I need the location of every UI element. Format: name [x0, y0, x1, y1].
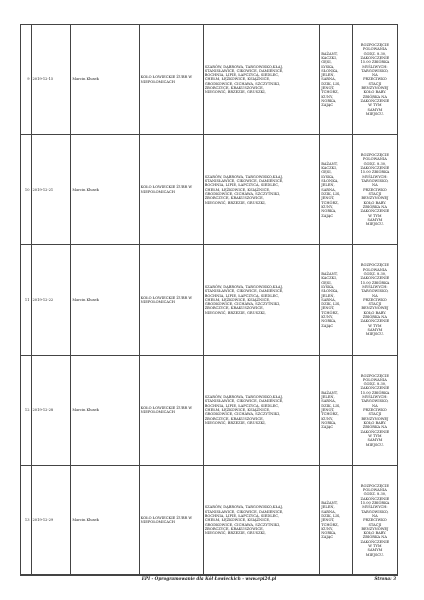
- hunt-details-line: POLOWANIA: [362, 267, 387, 272]
- hunt-details-line: POLOWANIA: [362, 377, 387, 382]
- game-species-line: SARNA,: [321, 77, 336, 82]
- hunt-details-line: ZBIÓRKA NA: [362, 94, 388, 99]
- game-species-line: JELEŃ,: [321, 73, 335, 78]
- hunt-details-line: PRZECIWKO: [363, 77, 387, 82]
- hunt-details: [352, 25, 397, 135]
- hunt-details-line: ZAKOŃCZENIE: [360, 386, 390, 391]
- hunt-details-line: BENZYNOWEJ: [361, 416, 389, 421]
- hunt-area: [203, 245, 320, 355]
- game-species-line: SARNA,: [321, 509, 336, 514]
- hunt-area-line: SZARÓW, DĄBROWA, TARGOWISKO,KŁAJ,: [204, 64, 283, 69]
- hunt-details-line: MIEJSCU.: [365, 332, 384, 337]
- hunt-area-line: GRODKOWICE, CICHAWA, SZCZYTNIKI,: [204, 302, 281, 307]
- hunt-details-line: ZBIÓRKA NA: [362, 425, 388, 430]
- hunt-details-line: ZAKOŃCZENIE: [360, 429, 390, 434]
- hunt-area-line: SZARÓW, DĄBROWA, TARGOWISKO,KŁAJ,: [204, 505, 283, 510]
- hunt-date: 2019-12-21: [31, 135, 71, 245]
- row-number: 13: [21, 465, 32, 575]
- game-species-line: TCHÓRZ,: [321, 90, 339, 95]
- hunt-details-line: MYŚLIWYCH:: [362, 284, 388, 289]
- hunt-area-line: STANISŁAWICE, CIKOWICE, DAMIENICE,: [204, 68, 284, 73]
- hunt-details-line: BENZYNOWEJ: [361, 196, 389, 201]
- game-species-line: DZIK, LIS,: [321, 81, 341, 86]
- game-species-line: ŁYSKA,: [321, 174, 335, 179]
- hunt-details-line: TARGOWISKO,: [361, 179, 389, 183]
- hunt-details-line: KOŁO BABY.: [363, 90, 387, 95]
- game-species-line: SŁONKA,: [321, 289, 339, 294]
- hunt-area-line: ZBORCZYCE, KRAKUSZOWICE,: [204, 526, 264, 531]
- game-species-line: JENOT,: [321, 518, 335, 523]
- hunt-details-line: TARGOWISKO,: [361, 509, 389, 514]
- hunt-area-line: NIEGOWIĆ, BRZEZIE, GRUSZKI,: [204, 420, 266, 425]
- hunt-details-line: NA: [372, 403, 378, 408]
- hunt-details-line: 15.00 ZBIÓRKA: [360, 280, 390, 285]
- hunt-area-line: NIEGOWIĆ, BRZEZIE, GRUSZKI,: [204, 90, 266, 95]
- hunt-details-line: 15.00 ZBIÓRKA: [360, 500, 390, 505]
- hunt-details: [352, 245, 397, 355]
- game-species-line: JELEŃ,: [321, 293, 335, 298]
- footer-divider: [20, 574, 398, 575]
- hunt-area-line: CHEŁM, ŁĘŻKOWICE, KSIĄŻNICE,: [204, 408, 271, 412]
- hunt-area-line: STANISŁAWICE, CIKOWICE, DAMIENICE,: [204, 509, 284, 514]
- table-row: [21, 25, 398, 135]
- hunt-details-line: ROZPOCZĘCIE: [360, 153, 389, 158]
- hunt-area-line: STANISŁAWICE, CIKOWICE, DAMIENICE,: [204, 289, 284, 294]
- hunt-details-line: 15.00 ZBIÓRKA: [360, 60, 390, 65]
- hunt-details-line: BENZYNOWEJ: [361, 86, 389, 91]
- hunt-details-line: SAMYM: [367, 217, 383, 222]
- hunt-details-line: GODZ. 8.30,: [363, 382, 387, 387]
- hunt-details-line: STACJI: [368, 522, 382, 527]
- game-species: [320, 355, 353, 465]
- hunter-name: Marcin Kłusek: [71, 25, 139, 135]
- table-row: [21, 355, 398, 465]
- game-species-line: GĘSI,: [321, 280, 332, 285]
- game-species-line: GĘSI,: [321, 170, 332, 175]
- hunt-details-line: KOŁO BABY.: [363, 531, 387, 536]
- hunt-details-line: W TYM: [368, 323, 382, 328]
- hunting-club: KOŁO ŁOWIECKIE ŻUBR W NIEPOŁOMICACH: [139, 245, 203, 355]
- game-species-line: SARNA,: [321, 399, 336, 404]
- hunt-details-line: KOŁO BABY.: [363, 310, 387, 315]
- hunt-area-line: BOCHNIA, LIPIE, ŁAPCZYCA, SIEDLEC,: [204, 293, 279, 298]
- hunt-details-line: POLOWANIA: [362, 488, 387, 493]
- hunt-details-line: W TYM: [368, 433, 382, 438]
- hunt-details-line: ZAKOŃCZENIE: [360, 319, 390, 324]
- game-species-line: ZAJĄC: [321, 535, 334, 540]
- game-species-line: ZAJĄC: [321, 425, 334, 430]
- hunt-area: [203, 135, 320, 245]
- hunt-details-line: PRZECIWKO: [363, 297, 387, 302]
- row-number: 9: [21, 25, 32, 135]
- hunt-area-line: GRODKOWICE, CICHAWA, SZCZYTNIKI,: [204, 191, 281, 196]
- hunt-details-line: 15.00 ZBIÓRKA: [360, 170, 390, 175]
- table-row: [21, 135, 398, 245]
- footer-text: EPI - Oprogramowanie dla Kół Łowieckich - www.epi24.pl: [141, 576, 277, 581]
- game-species-line: ZAJĄC: [321, 213, 334, 218]
- hunt-details-line: NA: [372, 293, 378, 298]
- hunt-details-line: ROZPOCZĘCIE: [360, 42, 389, 47]
- hunt-details-line: 15.00 ZBIÓRKA: [360, 390, 390, 395]
- hunter-name: Marcin Kłusek: [71, 135, 139, 245]
- hunt-details-line: ZAKOŃCZENIE: [360, 539, 390, 544]
- hunt-details-line: GODZ. 8.30,: [363, 492, 387, 497]
- hunt-details-line: MYŚLIWYCH:: [362, 64, 388, 69]
- hunt-details-line: NA: [372, 513, 378, 518]
- hunt-details: [352, 465, 397, 575]
- hunt-details-line: MYŚLIWYCH:: [362, 174, 388, 179]
- hunt-area-line: ZBORCZYCE, KRAKUSZOWICE,: [204, 86, 264, 91]
- hunt-details-line: ROZPOCZĘCIE: [360, 373, 389, 378]
- hunt-details-line: KOŁO BABY.: [363, 200, 387, 205]
- game-species-line: KUNY,: [321, 315, 334, 320]
- game-species: [320, 135, 353, 245]
- page-number: Strona: 3: [374, 576, 396, 581]
- game-species-line: JENOT,: [321, 86, 335, 91]
- hunt-area-line: CHEŁM, ŁĘŻKOWICE, KSIĄŻNICE,: [204, 187, 271, 192]
- hunt-details-line: ZAKOŃCZENIE: [360, 99, 390, 103]
- game-species-line: BAŻANT,: [321, 500, 338, 505]
- game-species-line: NORKA,: [321, 531, 337, 536]
- hunt-details-line: ZAKOŃCZENIE: [360, 166, 390, 171]
- hunt-details-line: TARGOWISKO,: [361, 68, 389, 73]
- hunt-date: 2019-12-29: [31, 465, 71, 575]
- game-species-line: KUNY,: [321, 526, 334, 531]
- hunt-details-line: W TYM: [368, 544, 382, 549]
- hunt-area-line: ZBORCZYCE, KRAKUSZOWICE,: [204, 416, 264, 421]
- game-species-line: SARNA,: [321, 187, 336, 192]
- game-species-line: TCHÓRZ,: [321, 522, 339, 527]
- game-species-line: KUNY,: [321, 416, 334, 421]
- game-species-line: JENOT,: [321, 408, 335, 412]
- game-species-line: JENOT,: [321, 196, 335, 201]
- hunt-date: 2019-12-22: [31, 245, 71, 355]
- hunt-details-line: TARGOWISKO,: [361, 399, 389, 404]
- hunter-name: Marcin Kłusek: [71, 245, 139, 355]
- hunt-area-line: ZBORCZYCE, KRAKUSZOWICE,: [204, 196, 264, 201]
- table-row: [21, 245, 398, 355]
- hunt-details-line: MIEJSCU.: [365, 111, 384, 116]
- hunt-area-line: BOCHNIA, LIPIE, ŁAPCZYCA, SIEDLEC,: [204, 73, 279, 78]
- hunt-details-line: NA: [372, 183, 378, 188]
- row-number: 10: [21, 135, 32, 245]
- hunt-details-line: ZAKOŃCZENIE: [360, 209, 390, 214]
- game-species-line: KACZKI,: [321, 55, 337, 60]
- hunt-details-line: GODZ. 8.30,: [363, 51, 387, 56]
- hunt-area-line: CHEŁM, ŁĘŻKOWICE, KSIĄŻNICE,: [204, 518, 271, 523]
- hunt-details-line: W TYM: [368, 213, 382, 218]
- hunt-date: 2019-12-15: [31, 25, 71, 135]
- game-species-line: ZAJĄC: [321, 323, 334, 328]
- hunt-area: [203, 355, 320, 465]
- hunt-details-line: NA: [372, 73, 378, 78]
- hunt-area-line: CHEŁM, ŁĘŻKOWICE, KSIĄŻNICE,: [204, 77, 271, 82]
- hunter-name: Marcin Kłusek: [71, 355, 139, 465]
- game-species-line: ŁYSKA,: [321, 284, 335, 289]
- hunt-area-line: GRODKOWICE, CICHAWA, SZCZYTNIKI,: [204, 81, 281, 86]
- game-species-line: BAŻANT,: [321, 390, 338, 395]
- game-species-line: DZIK, LIS,: [321, 513, 341, 518]
- hunt-area-line: NIEGOWIĆ, BRZEZIE, GRUSZKI,: [204, 531, 266, 536]
- hunt-details: [352, 355, 397, 465]
- game-species-line: SŁONKA,: [321, 68, 339, 73]
- game-species-line: KUNY,: [321, 204, 334, 209]
- hunt-details-line: BENZYNOWEJ: [361, 526, 389, 531]
- hunt-details-line: TARGOWISKO,: [361, 289, 389, 294]
- hunt-details-line: MIEJSCU.: [365, 552, 384, 557]
- hunt-schedule-table: [20, 24, 398, 576]
- game-species-line: JENOT,: [321, 306, 335, 311]
- hunt-details-line: ZAKOŃCZENIE: [360, 276, 390, 281]
- hunt-area-line: SZARÓW, DĄBROWA, TARGOWISKO,KŁAJ,: [204, 395, 283, 400]
- hunt-details-line: MIEJSCU.: [365, 222, 384, 227]
- hunt-details-line: STACJI: [368, 302, 382, 307]
- hunt-details-line: W TYM: [368, 103, 382, 108]
- hunt-area-line: SZARÓW, DĄBROWA, TARGOWISKO,KŁAJ,: [204, 174, 283, 179]
- game-species-line: KACZKI,: [321, 166, 337, 171]
- hunting-club: KOŁO ŁOWIECKIE ŻUBR W NIEPOŁOMICACH: [139, 355, 203, 465]
- hunt-area-line: SZARÓW, DĄBROWA, TARGOWISKO,KŁAJ,: [204, 284, 283, 289]
- hunt-details-line: PRZECIWKO: [363, 408, 387, 412]
- game-species-line: NORKA,: [321, 319, 337, 324]
- hunt-details-line: STACJI: [368, 81, 382, 86]
- game-species-line: TCHÓRZ,: [321, 310, 339, 315]
- hunt-details-line: SAMYM: [367, 107, 383, 112]
- row-number: 11: [21, 245, 32, 355]
- game-species-line: NORKA,: [321, 420, 337, 425]
- hunt-area-line: STANISŁAWICE, CIKOWICE, DAMIENICE,: [204, 399, 284, 404]
- table-row: [21, 465, 398, 575]
- game-species-line: JELEŃ,: [321, 395, 335, 400]
- game-species-line: BAŻANT,: [321, 161, 338, 166]
- hunt-details-line: MIEJSCU.: [365, 442, 384, 447]
- hunter-name: Marcin Kłusek: [71, 465, 139, 575]
- game-species: [320, 25, 353, 135]
- hunt-details-line: PRZECIWKO: [363, 187, 387, 192]
- game-species-line: JELEŃ,: [321, 183, 335, 188]
- row-number: 12: [21, 355, 32, 465]
- hunt-details-line: ZBIÓRKA NA: [362, 315, 388, 320]
- game-species-line: NORKA,: [321, 209, 337, 214]
- hunt-area-line: GRODKOWICE, CICHAWA, SZCZYTNIKI,: [204, 412, 281, 417]
- hunt-area-line: BOCHNIA, LIPIE, ŁAPCZYCA, SIEDLEC,: [204, 513, 279, 518]
- hunt-area-line: NIEGOWIĆ, BRZEZIE, GRUSZKI,: [204, 200, 266, 205]
- hunting-club: KOŁO ŁOWIECKIE ŻUBR W NIEPOŁOMICACH: [139, 135, 203, 245]
- game-species: [320, 465, 353, 575]
- game-species-line: TCHÓRZ,: [321, 200, 339, 205]
- hunt-area-line: ZBORCZYCE, KRAKUSZOWICE,: [204, 306, 264, 311]
- hunting-club: KOŁO ŁOWIECKIE ŻUBR W NIEPOŁOMICACH: [139, 25, 203, 135]
- hunt-details-line: POLOWANIA: [362, 47, 387, 52]
- hunt-area-line: STANISŁAWICE, CIKOWICE, DAMIENICE,: [204, 179, 284, 183]
- hunt-area-line: NIEGOWIĆ, BRZEZIE, GRUSZKI,: [204, 310, 266, 315]
- game-species-line: KACZKI,: [321, 276, 337, 281]
- hunt-area-line: BOCHNIA, LIPIE, ŁAPCZYCA, SIEDLEC,: [204, 183, 279, 188]
- game-species-line: DZIK, LIS,: [321, 302, 341, 307]
- hunt-details-line: ROZPOCZĘCIE: [360, 483, 389, 488]
- hunt-details-line: SAMYM: [367, 548, 383, 553]
- hunt-details-line: MYŚLIWYCH:: [362, 395, 388, 400]
- game-species-line: SŁONKA,: [321, 179, 339, 183]
- game-species-line: BAŻANT,: [321, 51, 338, 56]
- hunt-date: 2019-12-28: [31, 355, 71, 465]
- hunting-club: KOŁO ŁOWIECKIE ŻUBR W NIEPOŁOMICACH: [139, 465, 203, 575]
- hunt-details-line: BENZYNOWEJ: [361, 306, 389, 311]
- hunt-details-line: GODZ. 8.30,: [363, 161, 387, 166]
- hunt-details-line: STACJI: [368, 191, 382, 196]
- game-species-line: KUNY,: [321, 94, 334, 99]
- hunt-details-line: GODZ. 8.30,: [363, 271, 387, 276]
- game-species-line: NORKA,: [321, 99, 337, 103]
- hunt-details-line: PRZECIWKO: [363, 518, 387, 523]
- hunt-details-line: POLOWANIA: [362, 157, 387, 162]
- hunt-area-line: CHEŁM, ŁĘŻKOWICE, KSIĄŻNICE,: [204, 297, 271, 302]
- game-species-line: ŁYSKA,: [321, 64, 335, 69]
- game-species-line: DZIK, LIS,: [321, 403, 341, 408]
- hunt-details-line: SAMYM: [367, 328, 383, 332]
- hunt-details-line: ZBIÓRKA NA: [362, 204, 388, 209]
- game-species: [320, 245, 353, 355]
- hunt-details-line: ZBIÓRKA NA: [362, 535, 388, 540]
- game-species-line: BAŻANT,: [321, 271, 338, 276]
- hunt-details-line: ROZPOCZĘCIE: [360, 263, 389, 268]
- game-species-line: SARNA,: [321, 297, 336, 302]
- hunt-details-line: STACJI: [368, 412, 382, 417]
- game-species-line: TCHÓRZ,: [321, 412, 339, 417]
- hunt-details-line: ZAKOŃCZENIE: [360, 496, 390, 501]
- hunt-details: [352, 135, 397, 245]
- hunt-area: [203, 25, 320, 135]
- game-species-line: DZIK, LIS,: [321, 191, 341, 196]
- hunt-details-line: KOŁO BABY.: [363, 420, 387, 425]
- game-species-line: JELEŃ,: [321, 505, 335, 510]
- game-species-line: GĘSI,: [321, 60, 332, 65]
- hunt-area: [203, 465, 320, 575]
- hunt-area-line: BOCHNIA, LIPIE, ŁAPCZYCA, SIEDLEC,: [204, 403, 279, 408]
- game-species-line: ZAJĄC: [321, 103, 334, 108]
- page-footer: [20, 574, 398, 582]
- hunt-area-line: GRODKOWICE, CICHAWA, SZCZYTNIKI,: [204, 522, 281, 527]
- hunt-details-line: ZAKOŃCZENIE: [360, 55, 390, 60]
- hunt-details-line: MYŚLIWYCH:: [362, 505, 388, 510]
- hunt-details-line: SAMYM: [367, 438, 383, 443]
